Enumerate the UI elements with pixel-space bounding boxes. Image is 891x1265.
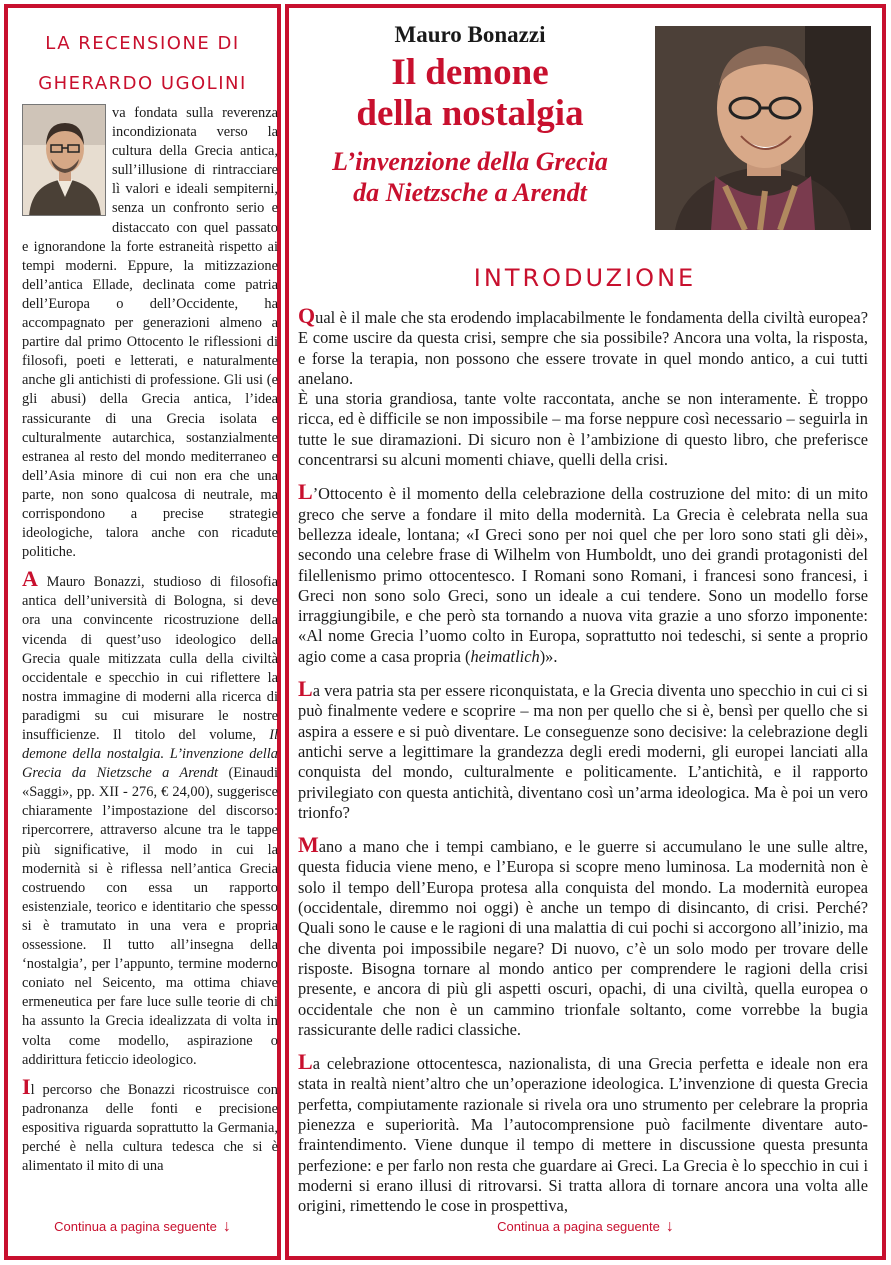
author-photo [655,26,871,230]
reviewer-portrait-icon [23,105,106,216]
intro-paragraph-2: È una storia grandiosa, tante volte raccontata, anche se non interamente. È troppo ricca, ed è difficile se non impossibile – ma forse neppure così necessario – seguirla in tutte le sue diramazioni. Di sicuro non è l’ambizione di questo libro, che preferisce concentrarsi su alcuni momenti chiave, quelli della crisi. [298,389,868,470]
book-author: Mauro Bonazzi [394,22,546,47]
book-subtitle: L’invenzione della Grecia da Nietzsche a Arendt [332,147,608,207]
author-portrait-icon [655,26,871,230]
dropcap: L [298,479,313,505]
dropcap: L [298,1049,313,1075]
down-arrow-icon: ↓ [222,1218,231,1235]
continue-link-right[interactable]: Continua a pagina seguente ↓ [497,1218,674,1235]
intro-heading: INTRODUZIONE [473,264,697,292]
dropcap: M [298,832,319,858]
dropcap: Q [298,303,316,328]
intro-paragraph-6: La celebrazione ottocentesca, nazionalista, di una Grecia perfetta e ideale non era stata in realtà nient’altro che un’operazione ideologica. L’invenzione di questa Grecia perfetta, compiutamente razionale si rivela ora uno strumento per celebrare la propria pienezza e superiorità. Ma l’autocomprensione può facilmente diventare auto-fraintendimento. Viene dunque il tempo di mettere in discussione questa presunta perfezione: e per farlo non resta che guardare ai Greci. La Grecia è lo specchio in cui i moderni si erano illusi di ritrovarsi. Si tratta allora di tornare ancora una volta alle origini, rimettendo le cose in prospettiva, [298,1049,868,1216]
dropcap: I [22,1073,31,1099]
review-body [22,104,278,1186]
continue-link-left[interactable]: Continua a pagina seguente ↓ [54,1218,231,1235]
book-title: Il demone della nostalgia [356,52,584,134]
reviewer-photo [22,104,106,216]
review-heading-line2: GHERARDO UGOLINI [38,73,247,94]
down-arrow-icon: ↓ [665,1218,674,1235]
intro-paragraph-5: Mano a mano che i tempi cambiano, e le guerre si accumulano le une sulle altre, questa fiducia viene meno, e l’Europa si scopre meno luminosa. La modernità non è solo il tempo dell’Europa protesa alla conquista del mondo. La modernità europea (occidentale, diremmo noi oggi) è anche un tempo di disincanto, di crisi. Perché? Quali sono le cause e le ragioni di una malattia di cui pochi si accorgono all’inizio, ma che diventa poi impossibile negare? Di nuovo, c’è un solo modo per trovare delle risposte. Bisogna tornare al mondo antico per comprendere le ragioni della crisi presente, e ancora di più gli aspetti oscuri, opachi, di una civiltà, quella europea o occidentale che non è un cammino trionfale soltanto, come vorrebbe la bugia rassicurante delle radici classiche. [298,832,868,1039]
left-column-frame [4,4,281,1260]
intro-body [298,303,868,1230]
review-heading [8,24,277,104]
review-paragraph-2: A Mauro Bonazzi, studioso di filosofia antica dell’università di Bologna, si deve ora una convincente ricostruzione della vicenda di quest’uso ideologico della Grecia quale mitizzata culla della civiltà occidentale e specchio in cui riflettere la nostra immagine di moderni alla ricerca di paradigmi su cui misurare le nostre insufficienze. Il titolo del volume, Il demone della nostalgia. L’invenzione della Grecia da Nietzsche a Arendt (Einaudi «Saggi», pp. XII - 276, € 24,00), suggerisce chiaramente l’impostazione del discorso: ripercorrere, attraverso alcune tra le tappe più significative, il modo in cui la modernità si è riflessa nell’antica Grecia costruendo con essa un rapporto esistenziale, teorico e identitario che spesso si è tramutato in una vera e propria ossessione. Il tutto all’insegna della ‘nostalgia’, per l’appunto, termine moderno coniato nel Seicento, ma ottima chiave ermeneutica per fare luce sulle teorie di chi ha assunto la Grecia idealizzata di volta in volta come modello, aspirazione o addirittura feticcio ideologico. [22,566,278,1068]
dropcap: L [298,676,313,702]
intro-paragraph-1: Qual è il male che sta erodendo implacabilmente le fondamenta della civiltà europea? E come uscire da questa crisi, sempre che sia possibile? Ancora una volta, la risposta, e forse la terapia, non possono che essere trovate in quel mondo antico, a cui tutti anelano. [298,303,868,388]
intro-paragraph-4: La vera patria sta per essere riconquistata, e la Grecia diventa uno specchio in cui ci si può finalmente vedere e scoprire – ma non per quello che si è, bensì per quello che si aspira a essere e si può diventare. Le conseguenze sono decisive: la celebrazione degli antichi serve a legittimare la grandezza degli eredi moderni, gli europei lanciati alla conquista del mondo, culturalmente e politicamente. L’antichità, e il rapporto privilegiato con questa antichità, diventano così un’arma ideologica. Ma è poi un vero trionfo? [298,676,868,822]
dropcap: A [22,566,38,592]
review-heading-line1: LA RECENSIONE DI [45,33,240,54]
review-paragraph-1: va fondata sulla reverenza incondizionata verso la cultura della Grecia antica, sull’illusione di rintracciare lì valori e ideali sempiterni, senza un confronto serio e distaccato con quel passato e ignorandone la forte estraneità rispetto ai tempi moderni. Eppure, la mitizzazione dell’antica Ellade, declinata come patria dell’Europa o dell’Occidente, ha accompagnato per generazioni almeno a partire dal primo Ottocento le riflessioni di filosofi, poeti e letterati, e naturalmente anche gli antichisti di professione. Gli usi (e gli abusi) della Grecia antica, l’idea rassicurante di una Grecia isolata e culturalmente autarchica, sostanzialmente estranea al resto del mondo mediterraneo e dell’Asia minore di cui non era che una parte, non sono qualcosa di neutrale, ma corrispondono a precise strategie ideologiche, talora anche con ricadute politiche. [22,105,278,561]
intro-paragraph-3: L’Ottocento è il momento della celebrazione della costruzione del mito: di un mito greco che serve a fondare il mito della modernità. La Grecia è celebrata nella sua bellezza ideale, lontana; «I Greci sono per noi quel che per loro sono stati gli dèi», secondo una celebre frase di Wilhelm von Humboldt, uno dei grandi protagonisti del filellenismo primo ottocentesco. I Romani sono Romani, i francesi sono francesi, i Greci non sono solo Greci, sono un ideale a cui tendere. Sono un modello forse irraggiungibile, e che però sta tornando a nuova vita grazie a uno sforzo imponente: «Al nome Grecia l’uomo colto in Europa, soprattutto noi tedeschi, si sente a proprio agio come a casa propria (heimatlich)». [298,479,868,666]
book-header [300,18,640,208]
review-paragraph-3: Il percorso che Bonazzi ricostruisce con padronanza delle fonti e precisione espositiva riguarda soprattutto la Germania, perché è nella cultura tedesca che si è alimentato il mito di una [22,1073,278,1175]
